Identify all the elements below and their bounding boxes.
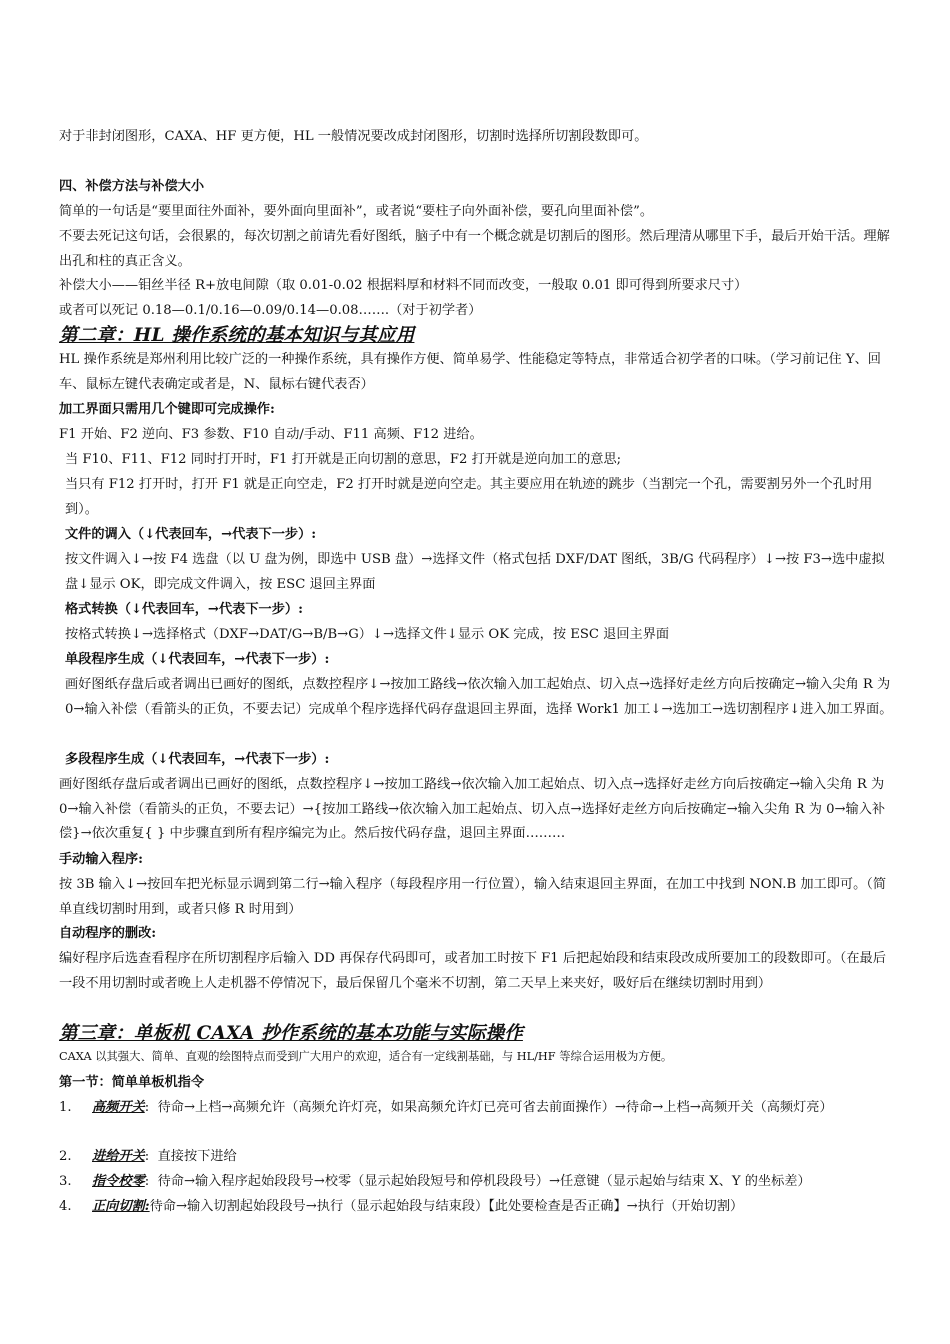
file-load-steps: 按文件调入↓→按 F4 选盘（以 U 盘为例，即选中 USB 盘）→选择文件（格式包括 DXF/DAT 图纸，3B/G 代码程序）↓→按 F3→选中虚拟盘↓显示 OK，即完成文件调入，按 ESC 退回主界面 — [65, 552, 885, 592]
format-convert-heading: 格式转换（↓代表回车，→代表下一步）: — [65, 602, 303, 617]
list-item-separator: : — [144, 1174, 150, 1189]
manual-input-steps: 按 3B 输入↓→按回车把光标显示调到第二行→输入程序（每段程序用一行位置），输入结束退回主界面，在加工中找到 NON.B 加工即可。（简单直线切割时用到，或者只修 R 时用到） — [59, 877, 887, 917]
list-item-text: 待命→上档→高频允许（高频允许灯亮，如果高频允许灯已亮可省去前面操作）→待命→上档→高频开关（高频灯亮） — [157, 1100, 833, 1115]
chapter-2-heading: 第二章：HL 操作系统的基本知识与其应用 — [59, 325, 415, 346]
list-item-separator: : — [144, 1100, 150, 1115]
list-item-number: 2. — [59, 1149, 72, 1164]
list-item-number: 3. — [59, 1174, 72, 1189]
list-item-key: 指令校零 — [92, 1174, 145, 1189]
intro-paragraph: 对于非封闭图形，CAXA、HF 更方便，HL 一般情况要改成封闭图形，切割时选择所切割段数即可。 — [59, 129, 648, 144]
single-program-heading: 单段程序生成（↓代表回车，→代表下一步）: — [65, 652, 330, 667]
list-item-key: 高频开关 — [92, 1100, 145, 1115]
file-load-heading: 文件的调入（↓代表回车，→代表下一步）: — [65, 527, 317, 542]
program-edit-steps: 编好程序后选查看程序在所切割程序后输入 DD 再保存代码即可，或者加工时按下 F1 后把起始段和结束段改成所要加工的段数即可。（在最后一段不用切割时或者晚上人走机器不停情况下，最后保留几个毫米不切割，第二天早上来夹好，吸好后在继续切割时用到） — [59, 951, 886, 991]
list-item-text: 待命→输入切割起始段段号→执行（显示起始段与结束段）【此处要检查是否正确】→执行（开始切割） — [149, 1199, 744, 1214]
compensation-paragraph-1: 简单的一句话是“要里面往外面补，要外面向里面补”，或者说“要柱子向外面补偿，要孔向里面补偿”。 — [59, 204, 654, 219]
multi-program-steps: 画好图纸存盘后或者调出已画好的图纸，点数控程序↓→按加工路线→依次输入加工起始点、切入点→选择好走丝方向后按确定→输入尖角 R 为 0→输入补偿（看箭头的正负，不要去记）→{按加工路线→依次输入加工起始点、切入点→选择好走丝方向后按确定→输入尖角 R 为 0→输入补偿}→依次重复{ } 中步骤直到所有程序编完为止。然后按代码存盘，退回主界面……… — [59, 777, 886, 841]
chapter-3-heading: 第三章：单板机 CAXA 抄作系统的基本功能与实际操作 — [59, 1023, 523, 1044]
program-edit-heading: 自动程序的删改: — [59, 926, 157, 941]
list-item-text: 待命→输入程序起始段段号→校零（显示起始段短号和停机段段号）→任意键（显示起始与结束 X、Y 的坐标差） — [157, 1174, 811, 1189]
section-heading-compensation: 四、补偿方法与补偿大小 — [59, 179, 205, 194]
keys-heading: 加工界面只需用几个键即可完成操作: — [59, 402, 275, 417]
compensation-paragraph-3: 补偿大小——钼丝半径 R+放电间隙（取 0.01-0.02 根据料厚和材料不同而改变，一般取 0.01 即可得到所要求尺寸） — [59, 278, 748, 293]
list-item-number: 4. — [59, 1199, 72, 1214]
keys-list: F1 开始、F2 逆向、F3 参数、F10 自动/手动、F11 高频、F12 进给。 — [59, 427, 483, 442]
single-program-steps: 画好图纸存盘后或者调出已画好的图纸，点数控程序↓→按加工路线→依次输入加工起始点、切入点→选择好走丝方向后按确定→输入尖角 R 为 0→输入补偿（看箭头的正负，不要去记）完成单个程序选择代码存盘退回主界面，选择 Work1 加工↓→选加工→选切割程序↓进入加工界面。 — [65, 677, 893, 717]
list-item-number: 1. — [59, 1100, 72, 1115]
keys-note-2: 当只有 F12 打开时，打开 F1 就是正向空走，F2 打开时就是逆向空走。其主要应用在轨迹的跳步（当割完一个孔，需要割另外一个孔时用到）。 — [65, 477, 873, 517]
section-1-heading: 第一节：简单单板机指令 — [59, 1075, 205, 1090]
list-item-key: 正向切割: — [92, 1199, 150, 1214]
caxa-intro: CAXA 以其强大、简单、直观的绘图特点而受到广大用户的欢迎，适合有一定线割基础，与 HL/HF 等综合运用极为方便。 — [59, 1050, 673, 1063]
list-item-text: 直接按下进给 — [157, 1149, 237, 1164]
compensation-paragraph-2: 不要去死记这句话，会很累的，每次切割之前请先看好图纸，脑子中有一个概念就是切割后的图形。然后理清从哪里下手，最后开始干活。理解出孔和柱的真正含义。 — [59, 229, 890, 269]
keys-note-1: 当 F10、F11、F12 同时打开时，F1 打开就是正向切割的意思，F2 打开就是逆向加工的意思; — [65, 452, 622, 467]
format-convert-steps: 按格式转换↓→选择格式（DXF→DAT/G→B/B→G）↓→选择文件↓显示 OK 完成，按 ESC 退回主界面 — [65, 627, 670, 642]
manual-input-heading: 手动输入程序: — [59, 852, 143, 867]
list-item-key: 进给开关 — [92, 1149, 145, 1164]
hl-intro-paragraph: HL 操作系统是郑州利用比较广泛的一种操作系统，具有操作方便、简单易学、性能稳定等特点，非常适合初学者的口味。（学习前记住 Y、回车、鼠标左键代表确定或者是，N、鼠标右键代表否） — [59, 352, 881, 392]
list-item-separator: : — [144, 1149, 150, 1164]
multi-program-heading: 多段程序生成（↓代表回车，→代表下一步）: — [65, 752, 330, 767]
compensation-paragraph-4: 或者可以死记 0.18—0.1/0.16—0.09/0.14—0.08…….（对于初学者） — [59, 303, 482, 318]
